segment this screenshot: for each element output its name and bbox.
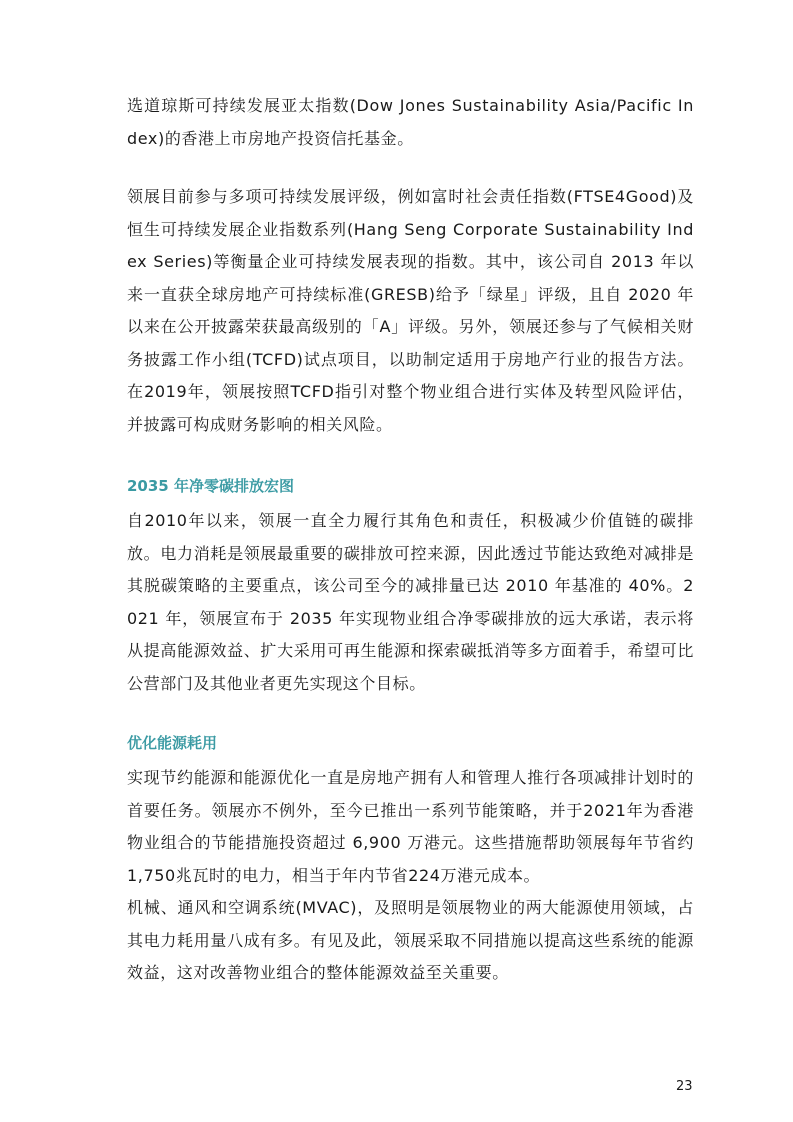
paragraph-sustainability-ratings: 领展目前参与多项可持续发展评级，例如富时社会责任指数(FTSE4Good)及恒生可持续发展企业指数系列(Hang Seng Corporate Sustainability Index Series)等衡量企业可持续发展表现的指数。其中，该公司自 2013 年以来一直获全球房地产可持续标准(GRESB)给予「绿星」评级，且自 2020 年以来在公开披露荣获最高级别的「A」评级。另外，领展还参与了气候相关财务披露工作小组(TCFD)试点项目，以助制定适用于房地产行业的报告方法。在2019年，领展按照TCFD指引对整个物业组合进行实体及转型风险评估，并披露可构成财务影响的相关风险。: [127, 187, 694, 434]
heading-energy-optimization: 优化能源耗用: [127, 734, 218, 752]
heading-net-zero-2035: 2035 年净零碳排放宏图: [127, 477, 294, 495]
paragraph-dow-jones: 选道琼斯可持续发展亚太指数(Dow Jones Sustainability Asia/Pacific Index)的香港上市房地产投资信托基金。: [127, 96, 694, 148]
paragraph-energy-saving: 实现节约能源和能源优化一直是房地产拥有人和管理人推行各项减排计划时的首要任务。领展亦不例外，至今已推出一系列节能策略，并于2021年为香港物业组合的节能措施投资超过 6,900 万港元。这些措施帮助领展每年节省约1,750兆瓦时的电力，相当于年内节省224万港元成本。: [127, 768, 694, 885]
paragraph-net-zero: 自2010年以来，领展一直全力履行其角色和责任，积极减少价值链的碳排放。电力消耗是领展最重要的碳排放可控来源，因此透过节能达致绝对减排是其脱碳策略的主要重点，该公司至今的减排量已达 2010 年基准的 40%。2021 年，领展宣布于 2035 年实现物业组合净零碳排放的远大承诺，表示将从提高能源效益、扩大采用可再生能源和探索碳抵消等多方面着手，希望可比公营部门及其他业者更先实现这个目标。: [127, 511, 694, 693]
page-number: 23: [676, 1079, 693, 1094]
paragraph-mvac-lighting: 机械、通风和空调系统(MVAC)，及照明是领展物业的两大能源使用领域，占其电力耗用量八成有多。有见及此，领展采取不同措施以提高这些系统的能源效益，这对改善物业组合的整体能源效益至关重要。: [127, 898, 694, 982]
